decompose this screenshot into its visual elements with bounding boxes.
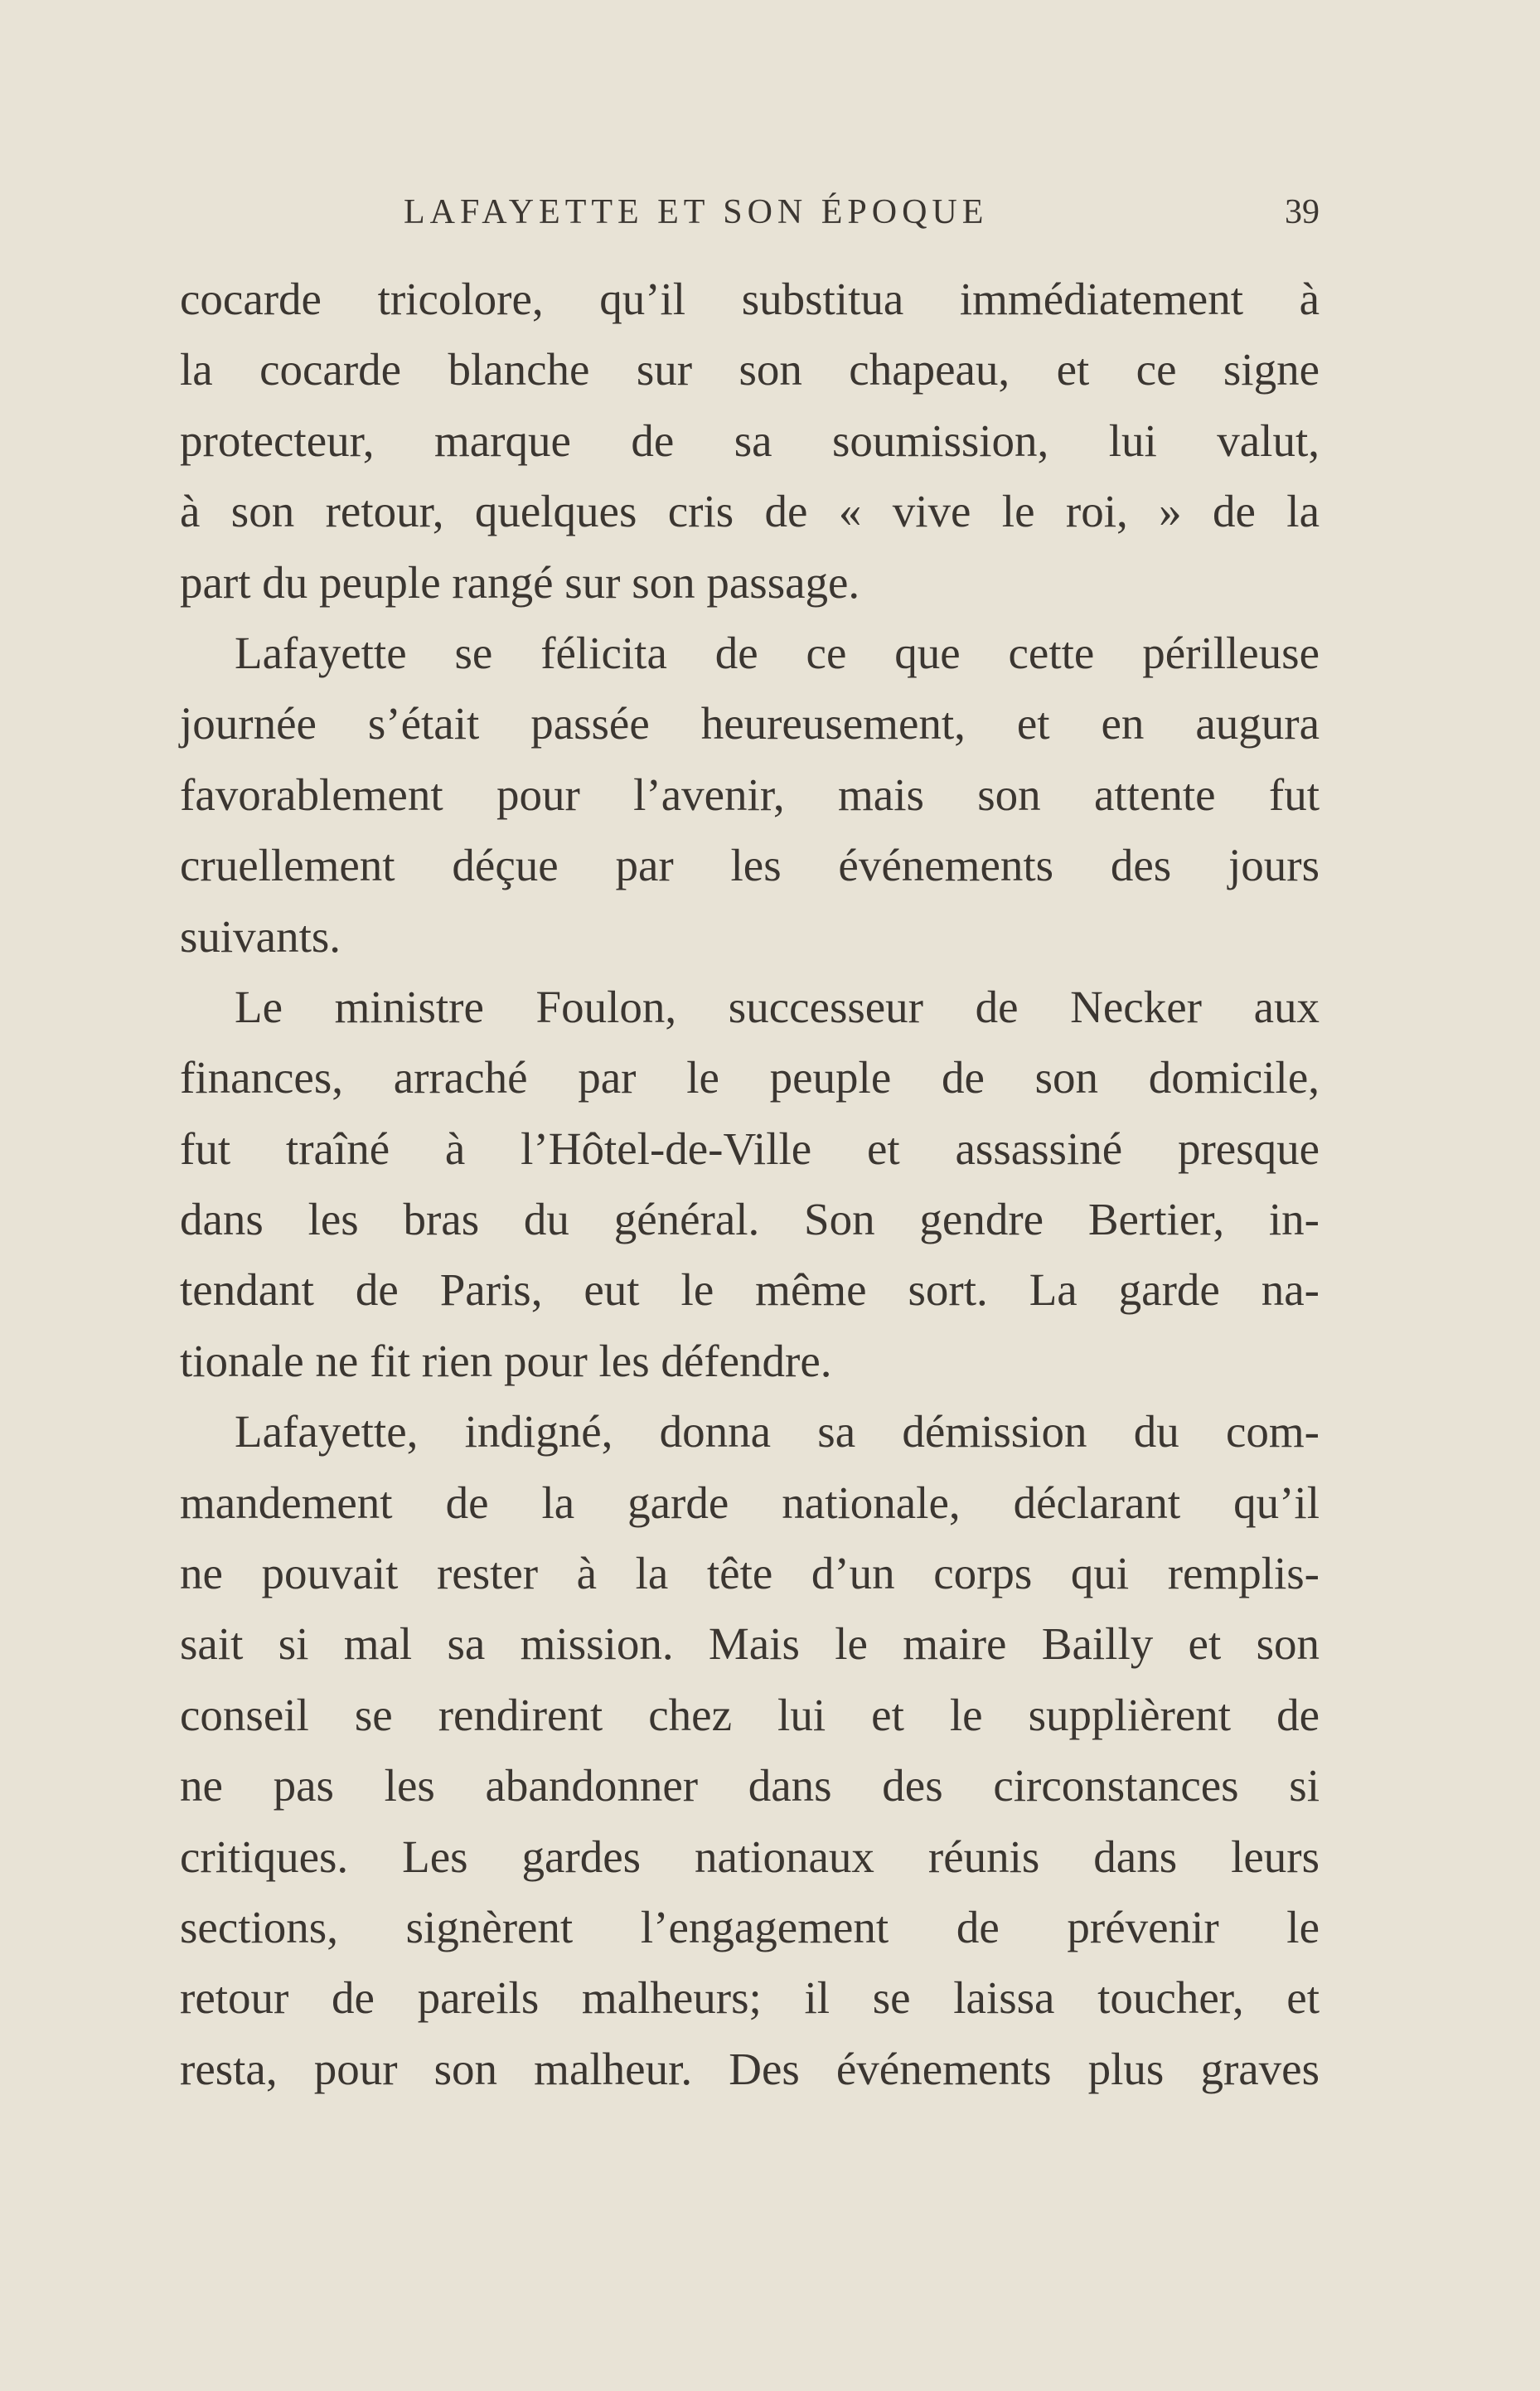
text-line: finances, arraché par le peuple de son domicile, bbox=[180, 1052, 1320, 1103]
text-line: resta, pour son malheur. Des événements plus graves bbox=[180, 2043, 1320, 2094]
text-line: critiques. Les gardes nationaux réunis dans leurs bbox=[180, 1831, 1320, 1882]
text-line: suivants. bbox=[180, 910, 341, 962]
page-number: 39 bbox=[1285, 193, 1320, 231]
text-line: Le ministre Foulon, successeur de Necker aux bbox=[235, 981, 1320, 1032]
text-line: fut traîné à l’Hôtel-de-Ville et assassiné presque bbox=[180, 1123, 1320, 1174]
text-line: conseil se rendirent chez lui et le supplièrent de bbox=[180, 1689, 1320, 1740]
text-line: protecteur, marque de sa soumission, lui valut, bbox=[180, 415, 1320, 466]
text-line: journée s’était passée heureusement, et en augura bbox=[180, 698, 1320, 749]
text-line: cocarde tricolore, qu’il substitua immédiatement à bbox=[180, 274, 1320, 324]
body-text bbox=[180, 264, 1320, 2104]
text-line: ne pas les abandonner dans des circonstances si bbox=[180, 1760, 1320, 1811]
text-line: cruellement déçue par les événements des jours bbox=[180, 840, 1320, 891]
text-line: retour de pareils malheurs; il se laissa toucher, et bbox=[180, 1972, 1320, 2024]
text-line: Lafayette se félicita de ce que cette périlleuse bbox=[235, 627, 1320, 678]
text-line: mandement de la garde nationale, déclarant qu’il bbox=[180, 1477, 1320, 1528]
text-line: favorablement pour l’avenir, mais son attente fut bbox=[180, 769, 1320, 820]
text-line: la cocarde blanche sur son chapeau, et ce signe bbox=[180, 344, 1320, 395]
text-line: sections, signèrent l’engagement de prévenir le bbox=[180, 1901, 1320, 1952]
text-line: tionale ne fit rien pour les défendre. bbox=[180, 1335, 832, 1386]
running-title: LAFAYETTE ET SON ÉPOQUE bbox=[404, 193, 989, 231]
text-line: part du peuple rangé sur son passage. bbox=[180, 556, 860, 608]
text-line: tendant de Paris, eut le même sort. La garde na- bbox=[180, 1264, 1320, 1316]
text-line: dans les bras du général. Son gendre Bertier, in- bbox=[180, 1194, 1320, 1245]
page-header bbox=[180, 192, 1320, 242]
text-line: à son retour, quelques cris de « vive le roi, » de la bbox=[180, 486, 1320, 537]
text-line: ne pouvait rester à la tête d’un corps qui remplis- bbox=[180, 1548, 1320, 1599]
text-line: sait si mal sa mission. Mais le maire Bailly et son bbox=[180, 1618, 1320, 1670]
text-line: Lafayette, indigné, donna sa démission du com- bbox=[235, 1406, 1320, 1457]
